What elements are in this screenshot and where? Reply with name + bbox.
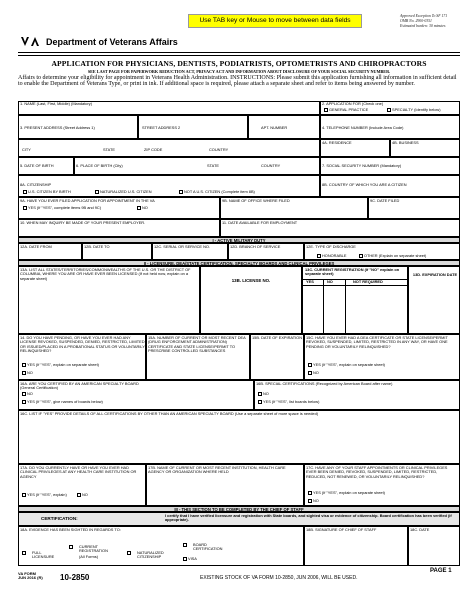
dea-certificate-field[interactable] xyxy=(146,334,250,380)
birth-country-label: COUNTRY xyxy=(261,163,281,168)
date-of-birth-label: 5. DATE OF BIRTH xyxy=(20,163,54,168)
license-expiration-field[interactable] xyxy=(408,266,460,334)
date-filed-label: 9C. DATE FILED xyxy=(370,198,400,203)
dea-expiration-label: 15B. DATE OF EXPIRATION xyxy=(252,335,303,340)
tab-navigation-banner: Use TAB key or Mouse to move between data fields xyxy=(188,14,362,28)
full-licensure-option[interactable] xyxy=(22,551,27,555)
full-licensure-checkbox[interactable] xyxy=(22,551,26,555)
date-available-field[interactable] xyxy=(220,219,460,237)
apt-number-label: APT. NUMBER xyxy=(261,125,288,130)
institution-name-label: 17B. NAME OF CURRENT OR MOST RECENT INSTITUTION, HEALTH CARE AGENCY OR ORGANIZATION WHERE HELD xyxy=(148,465,286,475)
specialty-board-no-checkbox[interactable] xyxy=(22,392,26,396)
section-chief-of-staff-header: III - THIS SECTION TO BE COMPLETED BY THE CHIEF OF STAFF xyxy=(18,506,460,512)
military-date-from-field[interactable] xyxy=(18,243,82,260)
date-available-label: 11. DATE AVAILABLE FOR EMPLOYMENT xyxy=(222,220,298,225)
current-registration-field xyxy=(302,266,408,334)
specialty-board-yes-checkbox[interactable] xyxy=(22,400,26,404)
dea-action-yes-option[interactable]: YES (If "YES", explain on separate sheet) xyxy=(308,363,385,367)
chief-signature-field[interactable] xyxy=(304,526,408,566)
license-action-yes-checkbox[interactable] xyxy=(22,363,26,367)
street-address-1-label: 3. PRESENT ADDRESS (Street Address 1) xyxy=(20,125,95,130)
approval-line-2: OMB No. 2900-0351 xyxy=(400,18,432,23)
clinical-privileges-no-option[interactable]: NO xyxy=(77,493,88,497)
name-field[interactable] xyxy=(18,101,320,115)
evidence-sighted-label: 18A. EVIDENCE HAS BEEN SIGHTED IN REGARDS TO: xyxy=(20,527,121,532)
residence-phone-label: 4A. RESIDENCE xyxy=(322,140,352,145)
existing-stock-note: EXISTING STOCK OF VA FORM 10-2850, JUN 2006, WILL BE USED. xyxy=(200,575,358,581)
office-filed-field[interactable] xyxy=(220,197,368,219)
telephone-label: 4. TELEPHONE NUMBER (Include Area Code) xyxy=(322,125,404,130)
date-filed-field[interactable] xyxy=(368,197,460,219)
board-certification-option[interactable] xyxy=(183,543,188,547)
va-form-label: VA FORM JUN 2016 (R) xyxy=(18,571,43,581)
section-military-duty-header: I - ACTIVE MILITARY DUTY xyxy=(18,237,460,243)
license-expiration-label: 13D. EXPIRATION DATE xyxy=(412,272,458,277)
specialty-board-question xyxy=(18,380,254,410)
certification-label: CERTIFICATION: xyxy=(41,516,78,521)
privileges-action-yes-option[interactable]: YES (If "YES", explain on separate sheet) xyxy=(308,491,385,495)
other-certifications-label: 16C. LIST IF "YES" PROVIDE DETAILS OF ALL CERTIFICATIONS BY OTHER THAN AN AMERICAN SPECIALTY BOARD (Use a separate sheet of more space is needed) xyxy=(20,411,319,416)
other-certifications-field[interactable] xyxy=(18,410,460,464)
specialty-checkbox[interactable] xyxy=(387,108,391,112)
citizen-by-birth-option[interactable]: U.S. CITIZEN BY BIRTH xyxy=(23,190,71,194)
clinical-privileges-label: 17A. DO YOU CURRENTLY HAVE OR HAVE YOU EVER HAD CLINICAL PRIVILEGES AT ANY HEALTH CARE INSTITUTION OR AGENCY xyxy=(20,465,137,479)
privileges-action-no-checkbox[interactable] xyxy=(308,499,312,503)
honorable-checkbox[interactable] xyxy=(317,254,321,258)
dea-action-label: 15C. HAVE YOU EVER HAD A DEA CERTIFICATE OR STATE LICENSE/PERMIT REVOKED, SUSPENDED, LIMITED, RESTRICTED IN ANY WAY, OR HAVE ONE PENDING OR VOLUNTARILY RELINQUISHED? xyxy=(306,335,448,349)
board-certification-checkbox[interactable] xyxy=(183,543,187,547)
form-number: 10-2850 xyxy=(60,573,90,582)
ssn-field[interactable] xyxy=(320,157,460,175)
license-number-label: 13B. LICENSE NO. xyxy=(231,278,271,283)
zip-code-label: ZIP CODE xyxy=(144,147,163,152)
branch-of-service-label: 12D. BRANCH OF SERVICE xyxy=(230,244,281,249)
chief-date-label: 18C. DATE xyxy=(410,527,430,532)
military-date-to-label: 12B. DATE TO xyxy=(84,244,110,249)
serial-number-label: 12C. SERIAL OR SERVICE NO. xyxy=(154,244,210,249)
military-date-to-field[interactable] xyxy=(82,243,152,260)
specialty-board-yes-option[interactable]: YES (If "YES", give names of boards below) xyxy=(22,400,103,404)
licensed-states-label: 13A. LIST ALL STATES/TERRITORIES/COMMONWEALTHS OF THE U.S. OR THE DISTRICT OF COLUMBIA, WHERE YOU ARE OR HAVE EVER BEEN LICENSED (If not held now, explain on a separate sheet) xyxy=(20,267,191,281)
privileges-action-label: 17C. HAVE ANY OF YOUR STAFF APPOINTMENTS OR CLINICAL PRIVILEGES EVER BEEN DENIED, REVOKED, SUSPENDED, LIMITED, RESTRICTED, REDUCED, NOT RENEWED, OR VOLUNTARILY RELINQUISHED? xyxy=(306,465,448,479)
dea-action-no-checkbox[interactable] xyxy=(308,371,312,375)
institution-name-field[interactable] xyxy=(146,464,304,506)
not-citizen-option[interactable]: NOT A U.S. CITIZEN (Complete item 8B) xyxy=(179,190,255,194)
license-action-no-option[interactable]: NO xyxy=(22,371,33,375)
dea-action-no-option[interactable]: NO xyxy=(308,371,319,375)
state-label: STATE xyxy=(103,147,115,152)
residence-phone-field[interactable] xyxy=(320,139,390,157)
dea-action-yes-checkbox[interactable] xyxy=(308,363,312,367)
previous-no-checkbox[interactable] xyxy=(137,206,141,210)
street-address-2-field[interactable] xyxy=(138,115,248,139)
employer-inquiry-field[interactable] xyxy=(18,219,220,237)
privileges-action-no-option[interactable]: NO xyxy=(308,499,319,503)
special-cert-yes-checkbox[interactable] xyxy=(258,400,262,404)
va-logo-icon xyxy=(20,36,42,47)
general-practice-option[interactable]: GENERAL PRACTICE xyxy=(324,108,368,112)
certification-statement: I certify that I have verified licensure and registration with State boards, and sighted visa or evidence of citizenship. Board certification has been verified (if appropriate). xyxy=(165,513,452,523)
license-action-question xyxy=(18,334,146,380)
military-date-from-label: 12A. DATE FROM xyxy=(20,244,52,249)
page-number: PAGE 1 xyxy=(430,568,452,574)
disclosure-notice: SEE LAST PAGE FOR PAPERWORK REDUCTION ACT, PRIVACY ACT AND INFORMATION ABOUT DISCLOSURE OF YOUR SOCIAL SECURITY NUMBER. xyxy=(87,69,391,74)
full-licensure-label: FULL LICENSURE xyxy=(32,550,55,560)
naturalized-citizen-option[interactable]: NATURALIZED U.S. CITIZEN xyxy=(95,190,152,194)
branch-of-service-field[interactable] xyxy=(228,243,304,260)
registration-no-header: NO xyxy=(327,279,333,284)
dea-expiration-field[interactable] xyxy=(250,334,304,380)
ssn-label: 7. SOCIAL SECURITY NUMBER (Mandatory) xyxy=(322,163,402,168)
place-of-birth-field[interactable] xyxy=(74,157,320,175)
name-label: 1. NAME (Last, First, Middle) (Mandatory) xyxy=(20,101,92,106)
street-address-1-field[interactable] xyxy=(18,115,138,139)
privileges-action-question xyxy=(304,464,460,506)
form-title: APPLICATION FOR PHYSICIANS, DENTISTS, PODIATRISTS, OPTOMETRISTS AND CHIROPRACTORS xyxy=(51,59,427,68)
registration-not-required-header: NOT REQUIRED xyxy=(353,279,383,284)
country-of-citizenship-label: 8B. COUNTRY OF WHICH YOU ARE A CITIZEN xyxy=(322,182,407,187)
honorable-option[interactable]: HONORABLE xyxy=(317,254,346,258)
country-label: COUNTRY xyxy=(209,147,229,152)
place-of-birth-label: 6. PLACE OF BIRTH (City) xyxy=(76,163,123,168)
employer-inquiry-label: 10. WHEN MAY INQUIRY BE MADE OF YOUR PRESENT EMPLOYER. xyxy=(20,220,146,225)
naturalized-citizenship-label: NATURALIZED CITIZENSHIP xyxy=(137,550,164,560)
clinical-privileges-yes-option[interactable]: YES (If "YES", explain) xyxy=(22,493,67,497)
office-filed-label: 9B. NAME OF OFFICE WHERE FILED xyxy=(222,198,290,203)
dea-action-question xyxy=(304,334,460,380)
current-registration-checkbox[interactable] xyxy=(69,545,73,549)
special-cert-no-checkbox[interactable] xyxy=(258,392,262,396)
approval-line-1: Approved Exception To SF 171 xyxy=(400,14,448,18)
visa-checkbox[interactable] xyxy=(183,557,187,561)
current-registration-option[interactable] xyxy=(69,545,74,549)
city-label: CITY xyxy=(22,147,31,152)
citizenship-label: 8A. CITIZENSHIP xyxy=(20,182,52,187)
board-certification-label: BOARD CERTIFICATION xyxy=(193,542,223,552)
privileges-action-yes-checkbox[interactable] xyxy=(308,491,312,495)
previous-yes-option[interactable]: YES (If "YES", complete items 9B and 9C) xyxy=(23,206,101,210)
application-for-label: 2. APPLICATION FOR (Check one) xyxy=(322,101,384,106)
chief-signature-label: 18B. SIGNATURE OF CHIEF OF STAFF xyxy=(306,527,377,532)
clinical-privileges-no-checkbox[interactable] xyxy=(77,493,81,497)
license-action-label: 14. DO YOU HAVE PENDING, OR HAVE YOU EVER HAD ANY LICENSE REVOKED, SUSPENDED, DENIED, RESTRICTED, LIMITED OR ISSUED/PLACED IN A PROBATIONAL STATUS OR VOLUNTARILY RELINQUISHED? xyxy=(20,335,145,354)
dea-certificate-label: 15A. NUMBER OF CURRENT OR MOST RECENT DEA (DRUG ENFORCEMENT ADMINISTRATION) CERTIFICATE AND STATE LICENSE/PERMIT TO PRESCRIBE CONTROLLED SUBSTANCES xyxy=(148,335,246,354)
header-rule-top xyxy=(18,52,460,53)
special-certifications-question xyxy=(254,380,460,410)
discharge-type-field xyxy=(304,243,460,260)
visa-option[interactable]: VISA xyxy=(183,557,197,561)
special-certifications-label: 16B. SPECIAL CERTIFICATIONS (Recognized by American Board after name) xyxy=(256,381,393,386)
previous-application-field xyxy=(18,197,220,219)
certification-row xyxy=(18,512,460,526)
business-phone-label: 4B. BUSINESS xyxy=(392,140,419,145)
naturalized-citizen-checkbox[interactable] xyxy=(95,190,99,194)
approval-line-3: Estimated burden: 30 minutes xyxy=(400,23,446,28)
license-action-no-checkbox[interactable] xyxy=(22,371,26,375)
apt-number-field[interactable] xyxy=(248,115,320,139)
special-cert-no-option[interactable]: NO xyxy=(258,392,269,396)
current-registration-note: (All Forms) xyxy=(79,554,99,559)
business-phone-field[interactable] xyxy=(390,139,460,157)
license-number-field[interactable] xyxy=(200,266,302,334)
omb-approval-block xyxy=(400,14,470,28)
naturalized-citizenship-checkbox[interactable] xyxy=(127,551,131,555)
chief-date-field[interactable] xyxy=(408,526,460,566)
not-citizen-checkbox[interactable] xyxy=(179,190,183,194)
date-of-birth-field[interactable] xyxy=(18,157,74,175)
specialty-board-label: 16A. ARE YOU CERTIFIED BY AN AMERICAN SPECIALTY BOARD (General Certification) xyxy=(20,381,139,391)
clinical-privileges-question xyxy=(18,464,146,506)
other-discharge-checkbox[interactable] xyxy=(359,254,363,258)
application-for-field xyxy=(320,101,460,115)
special-cert-yes-option[interactable]: YES (If "YES", list boards below) xyxy=(258,400,319,404)
serial-number-field[interactable] xyxy=(152,243,228,260)
license-action-yes-option[interactable]: YES (If "YES", explain on separate sheet) xyxy=(22,363,99,367)
naturalized-citizenship-option[interactable] xyxy=(127,551,132,555)
previous-yes-checkbox[interactable] xyxy=(23,206,27,210)
citizenship-field xyxy=(18,175,320,197)
licensed-states-field[interactable] xyxy=(18,266,200,334)
citizen-by-birth-checkbox[interactable] xyxy=(23,190,27,194)
previous-application-label: 9A. HAVE YOU EVER FILED APPLICATION FOR APPOINTMENT IN THE VA xyxy=(20,198,155,203)
department-name: Department of Veterans Affairs xyxy=(46,37,178,47)
general-practice-checkbox[interactable] xyxy=(324,108,328,112)
specialty-option[interactable]: SPECIALTY (Identify below) xyxy=(387,108,441,112)
registration-yes-header: YES xyxy=(306,279,314,284)
current-registration-evidence-label: CURRENT REGISTRATION xyxy=(79,544,108,554)
birth-state-label: STATE xyxy=(207,163,219,168)
other-discharge-option[interactable]: OTHER (Explain on separate sheet) xyxy=(359,254,426,258)
previous-no-option[interactable]: NO xyxy=(137,206,148,210)
instructions-text: Affairs to determine your eligibility for appointment in Veterans Health Administration. INSTRUCTIONS: Please submit this application furnishing all information in sufficient detail to enable the Department of Veterans Type, or print in ink. If additional space is required, please attach a separate sheet and refer to items being answered by number. xyxy=(18,75,457,88)
discharge-type-label: 12E. TYPE OF DISCHARGE xyxy=(306,244,356,249)
header-rule-thin xyxy=(18,55,460,56)
city-state-zip-row[interactable] xyxy=(18,139,320,157)
specialty-board-no-option[interactable]: NO xyxy=(22,392,33,396)
section-licensure-header: II - LICENSURE, DEA/STATE CERTIFICATION, SPECIALTY BOARDS AND CLINICAL PRIVILEGES xyxy=(18,260,460,266)
clinical-privileges-yes-checkbox[interactable] xyxy=(22,493,26,497)
telephone-field xyxy=(320,115,460,139)
current-registration-label: 13C. CURRENT REGISTRATION (If "NO" explain on separate sheet) xyxy=(305,267,400,277)
country-of-citizenship-field[interactable] xyxy=(320,175,460,197)
evidence-sighted-field xyxy=(18,526,304,566)
street-address-2-label: STREET ADDRESS 2 xyxy=(142,125,181,130)
